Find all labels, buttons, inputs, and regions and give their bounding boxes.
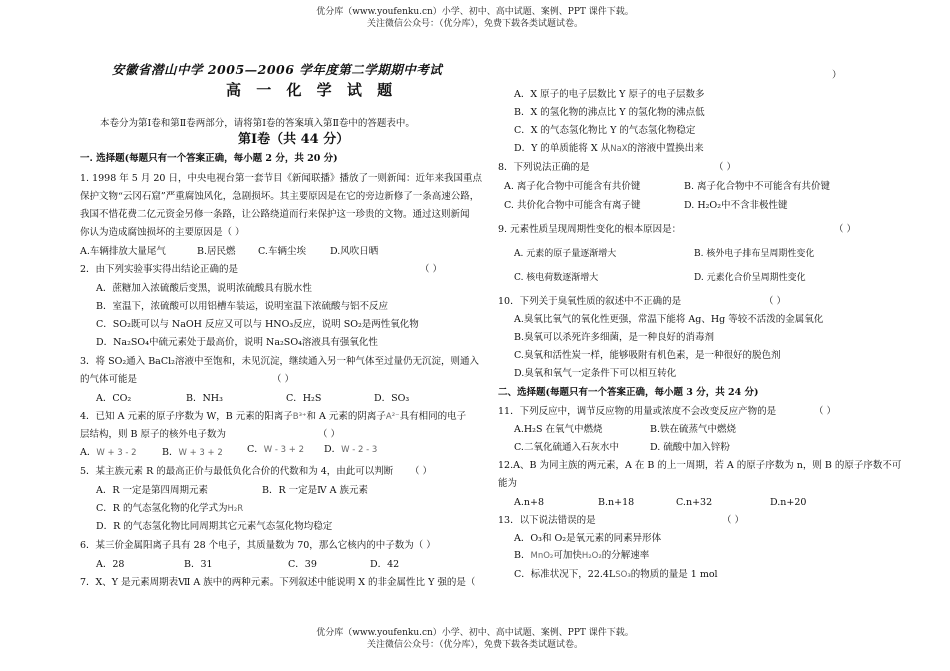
q3-option-c: C．H₂S (286, 393, 322, 404)
q7-option-d (514, 143, 704, 155)
part1-heading: 第Ⅰ卷（共 44 分） (238, 132, 350, 147)
q4-line1 (80, 411, 466, 423)
q9-option-c: C. 核电荷数逐渐增大 (514, 273, 599, 283)
q5-paren: （ ） (410, 466, 433, 477)
q1-line1: 1. 1998 年 5 月 20 日，中央电视台第一套节目《新闻联播》播放了一则新闻：近年来我国重点 (80, 173, 482, 184)
q9-option-a: A. 元素的原子量逐渐增大 (514, 249, 617, 259)
q13-option-b-formula1: MnO₂ (530, 551, 554, 561)
q2-option-b: B．室温下，浓硫酸可以用铝槽车装运，说明室温下浓硫酸与铝不反应 (96, 301, 388, 312)
q4-option-d (324, 444, 377, 456)
q13-stem: 13．以下说法错误的是 (498, 515, 596, 526)
q9-option-d: D. 元素化合价呈周期性变化 (694, 273, 806, 283)
q13-option-b-label: B． (514, 550, 531, 561)
q7-option-a: A．X 原子的电子层数比 Y 原子的电子层数多 (514, 89, 705, 100)
q10-option-d: D.臭氧和氧气一定条件下可以相互转化 (514, 368, 677, 379)
section2-heading: 二、选择题(每题只有一个答案正确，每小题 3 分，共 24 分) (498, 387, 759, 398)
q10-option-a: A.臭氧比氧气的氧化性更强，常温下能将 Ag、Hg 等较不活泼的金属氧化 (514, 314, 824, 325)
q8-option-c: C. 共价化合物中可能含有离子键 (504, 200, 641, 211)
q4-paren: （ ） (318, 429, 341, 440)
q4-option-b (162, 447, 223, 459)
q6-option-c: C．39 (288, 559, 317, 570)
q3-option-a: A．CO₂ (96, 393, 132, 404)
q1-option-b: B.居民燃 (197, 246, 236, 257)
q4-option-b-formula: W + 3 + 2 (178, 448, 223, 458)
q6-option-d: D．42 (370, 559, 400, 570)
q8-option-b: B. 离子化合物中不可能含有共价键 (684, 181, 831, 192)
q5-option-a: A．R 一定是第四周期元素 (96, 485, 209, 496)
q4-option-a-formula: W + 3 - 2 (96, 448, 137, 458)
q3-paren: （ ） (272, 374, 295, 385)
q13-option-b-mid: 可加快 (553, 550, 582, 561)
q13-paren: （ ） (722, 515, 745, 526)
q4-line1-b: 和 A 元素的阴离子 (306, 411, 386, 422)
q4-ion-b: B³⁺ (292, 412, 307, 422)
q11-option-c: C.二氧化硫通入石灰水中 (514, 442, 619, 453)
q9-paren: （ ） (834, 224, 857, 235)
q5-option-c-formula: H₂R (227, 504, 244, 514)
q13-option-c (514, 569, 718, 581)
q7-option-d-b: 的溶液中置换出来 (627, 143, 704, 154)
q5-option-d: D．R 的气态氢化物比同周期其它元素气态氢化物均稳定 (96, 521, 333, 532)
q10-option-b: B.臭氧可以杀死许多细菌，是一种良好的消毒剂 (514, 332, 715, 343)
q4-ion-a: A²⁻ (385, 412, 400, 422)
q13-option-c-formula: SO₃ (615, 570, 631, 580)
q9-option-b: B. 核外电子排布呈周期性变化 (694, 249, 815, 259)
exam-title: 安徽省潜山中学 2005—2006 学年度第二学期期中考试 (112, 62, 443, 77)
q1-option-a: A.车辆排放大量尾气 (80, 246, 166, 257)
q11-option-d: D. 硫酸中加入锌粉 (650, 442, 730, 453)
q2-option-c: C．SO₂既可以与 NaOH 反应又可以与 HNO₃反应，说明 SO₂是两性氧化物 (96, 319, 419, 330)
header-line-1: 优分库（www.youfenku.cn）小学、初中、高中试题、案例、PPT 课件下载。 (316, 7, 634, 17)
q4-option-c (247, 444, 304, 456)
header-line-2: 关注微信公众号：（优分库），免费下载各类试题试卷。 (366, 19, 583, 29)
q12-option-c: C.n+32 (676, 497, 713, 508)
q8-stem: 8．下列说法正确的是 (498, 162, 590, 173)
q4-option-d-formula: W - 2 - 3 (341, 445, 378, 455)
q2-paren: （ ） (420, 264, 443, 275)
q5-option-b: B．R 一定是Ⅳ A 族元素 (262, 485, 369, 496)
q11-stem: 11．下列反应中，调节反应物的用量或浓度不会改变反应产物的是 (498, 406, 777, 417)
q2-option-a: A．蔗糖加入浓硫酸后变黑，说明浓硫酸具有脱水性 (96, 283, 312, 294)
q12-option-a: A.n+8 (514, 497, 545, 508)
q12-option-b: B.n+18 (598, 497, 635, 508)
q1-line4: 你认为造成腐蚀损坏的主要原因是（ ） (80, 227, 245, 238)
q4-line2: 层结构，则 B 原子的核外电子数为 (80, 429, 227, 440)
q13-option-b-formula2: H₂O₂ (581, 551, 602, 561)
q6-option-a: A．28 (96, 559, 125, 570)
q13-option-b (514, 550, 649, 562)
q5-stem: 5．某主族元素 R 的最高正价与最低负化合价的代数和为 4，由此可以判断 (80, 466, 394, 477)
section1-heading: 一. 选择题(每题只有一个答案正确，每小题 2 分，共 20 分) (80, 153, 338, 164)
q4-option-c-formula: W - 3 + 2 (263, 445, 304, 455)
q6-option-b: B．31 (184, 559, 213, 570)
q1-line3: 我国不惜花费二亿元资金另修一条路，让公路绕道而行来保护这一珍贵的文物。通过这则新闻 (80, 209, 470, 220)
q11-paren: （ ） (814, 406, 837, 417)
q4-line1-c: 具有相同的电子 (399, 411, 467, 422)
q12-line2: 能为 (498, 478, 518, 489)
q12-line1: 12.A、B 为同主族的两元素，A 在 B 的上一周期，若 A 的原子序数为 n，则 B 的原子序数不可 (498, 460, 902, 471)
q3-option-d: D．SO₃ (374, 393, 410, 404)
q1-option-d: D.风吹日晒 (330, 246, 379, 257)
q7-option-d-formula: NaX (610, 144, 628, 154)
q12-option-d: D.n+20 (770, 497, 807, 508)
footer-line-1: 优分库（www.youfenku.cn）小学、初中、高中试题、案例、PPT 课件下载。 (316, 628, 634, 638)
q4-option-d-label: D． (324, 444, 342, 455)
q2-option-d: D．Na₂SO₄中硫元素处于最高价，说明 Na₂SO₄溶液具有强氧化性 (96, 337, 378, 348)
q13-option-c-b: 的物质的量是 1 mol (630, 569, 718, 580)
footer-line-2: 关注微信公众号：（优分库），免费下载各类试题试卷。 (366, 640, 583, 650)
q4-option-a-label: A． (80, 447, 97, 458)
q10-paren: （ ） (764, 296, 787, 307)
q3-option-b: B．NH₃ (186, 393, 223, 404)
q2-stem: 2．由下列实验事实得出结论正确的是 (80, 264, 239, 275)
exam-subtitle: 高 一 化 学 试 题 (226, 81, 398, 99)
q7-stem: 7．X、Y 是元素周期表Ⅶ A 族中的两种元素。下列叙述中能说明 X 的非金属性比 Y 强的是（ (80, 577, 476, 588)
q10-stem: 10．下列关于臭氧性质的叙述中不正确的是 (498, 296, 682, 307)
q13-option-c-a: C．标准状况下，22.4L (514, 569, 616, 580)
q7-option-d-a: D．Y 的单质能将 X 从 (514, 143, 611, 154)
q1-line2: 保护文物“云冈石窟”严重腐蚀风化，急剧损坏。其主要原因是在它的旁边新修了一条高速公路， (80, 191, 480, 202)
q6-stem: 6．某三价金属阳离子具有 28 个电子，其质量数为 70，那么它核内的中子数为（ ） (80, 540, 436, 551)
q5-option-c-label: C．R 的气态氢化物的化学式为 (96, 503, 228, 514)
q8-option-a: A. 离子化合物中可能含有共价键 (504, 181, 641, 192)
q8-option-d: D. H₂O₂中不含非极性键 (684, 200, 788, 211)
q13-option-b-end: 的分解速率 (601, 550, 650, 561)
instructions: 本卷分为第Ⅰ卷和第Ⅱ卷两部分，请将第Ⅰ卷的答案填入第Ⅱ卷中的答题表中。 (100, 118, 415, 129)
q7-option-b: B．X 的氢化物的沸点比 Y 的氢化物的沸点低 (514, 107, 705, 118)
q3-line2: 的气体可能是 (80, 374, 138, 385)
q1-option-c: C.车辆尘埃 (258, 246, 306, 257)
q9-stem: 9. 元素性质呈现周期性变化的根本原因是： (498, 224, 682, 235)
q4-option-b-label: B． (162, 447, 179, 458)
q8-paren: （ ） (714, 162, 737, 173)
q7-paren: ） (832, 70, 842, 81)
q11-option-a: A.H₂S 在氧气中燃烧 (514, 424, 603, 435)
q13-option-a: A．O₃和 O₂是氧元素的同素异形体 (514, 533, 662, 544)
q4-line1-a: 4．已知 A 元素的原子序数为 W，B 元素的阳离子 (80, 411, 293, 422)
q5-option-c (96, 503, 243, 515)
q10-option-c: C.臭氧和活性炭一样，能够吸附有机色素，是一种很好的脱色剂 (514, 350, 781, 361)
q11-option-b: B.铁在硫蒸气中燃烧 (650, 424, 737, 435)
q3-line1: 3．将 SO₂通入 BaCl₂溶液中至饱和，未见沉淀，继续通入另一种气体至过量仍无沉淀，则通入 (80, 356, 479, 367)
q7-option-c: C．X 的气态氢化物比 Y 的气态氢化物稳定 (514, 125, 696, 136)
q4-option-a (80, 447, 137, 459)
q4-option-c-label: C． (247, 444, 264, 455)
